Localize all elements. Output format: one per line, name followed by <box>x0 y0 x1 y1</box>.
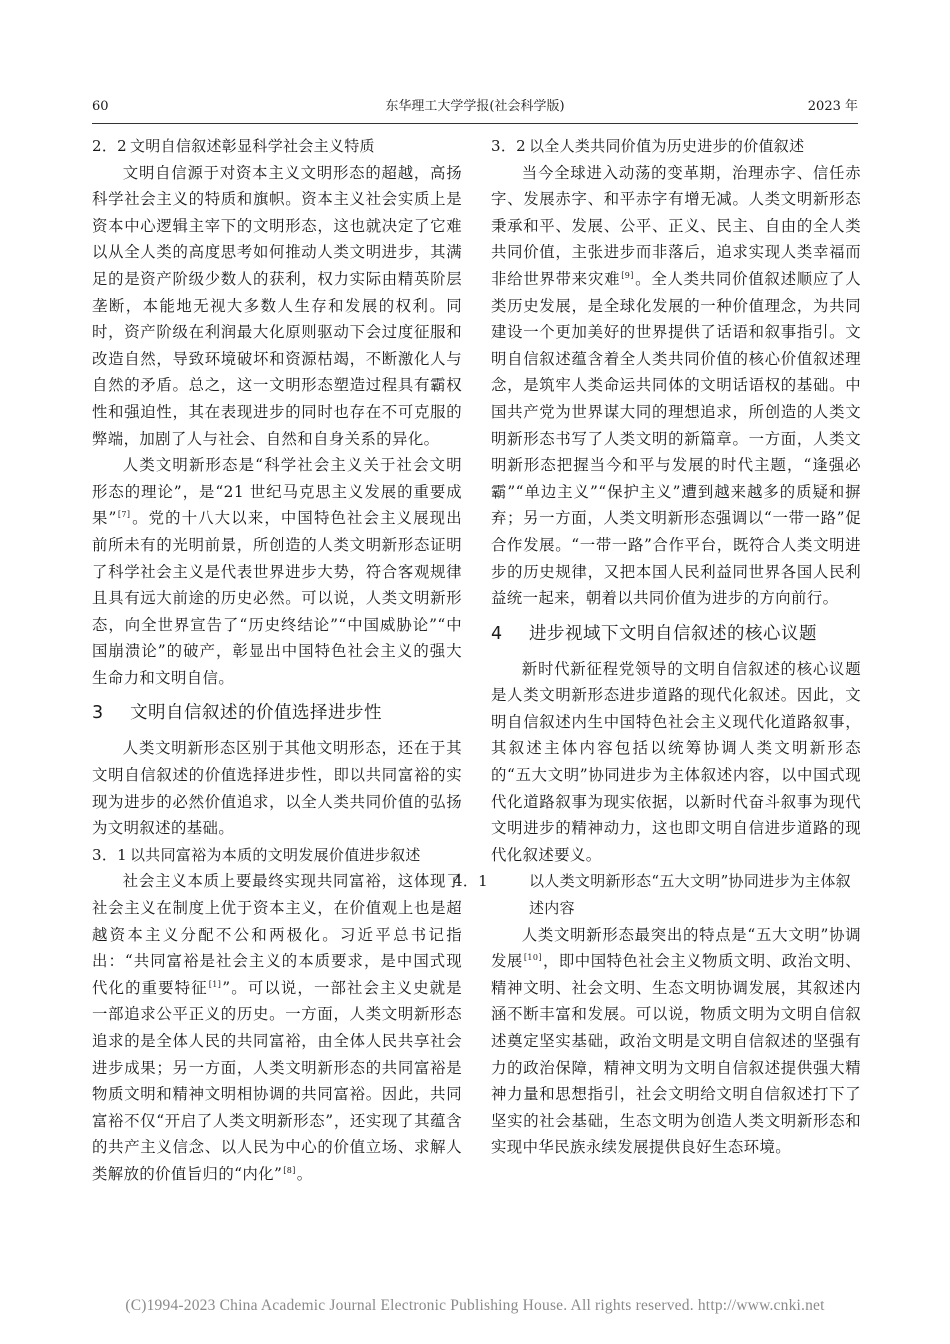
paragraph-text: 。 <box>296 1164 313 1183</box>
section-heading-3 <box>92 701 462 725</box>
section-number: 3．1 <box>92 845 127 864</box>
header-rule <box>92 123 858 124</box>
section-number: 3 <box>92 703 104 724</box>
journal-title: 东华理工大学学报(社会科学版) <box>385 99 565 114</box>
section-number: 2．2 <box>92 137 127 155</box>
section-heading-3-1 <box>92 842 462 869</box>
section-number: 4．1 <box>453 872 488 891</box>
paragraph-text: 人类文明新形态最突出的特点是“五大文明”协调发展 <box>491 925 861 971</box>
paragraph <box>92 452 462 691</box>
paragraph <box>491 922 861 1161</box>
section-title: 以人类文明新形态“五大文明”协同进步为主体叙述内容 <box>529 872 851 918</box>
section-heading-3-2 <box>491 133 861 160</box>
paragraph: 新时代新征程党领导的文明自信叙述的核心议题是人类文明新形态进步道路的现代化叙述。因此，文明自信叙述内生中国特色社会主义现代化道路叙事，其叙述主体内容包括以统筹协调人类文明新形态的“五大文明”协同进步为主体叙述内容，以中国式现代化道路叙事为现实依据，以新时代奋斗叙事为现代文明进步的精神动力，这也即文明自信进步道路的现代化叙述要义。 <box>491 659 861 864</box>
section-title: 以共同富裕为本质的文明发展价值进步叙述 <box>130 845 421 864</box>
citation-ref: [7] <box>117 510 131 520</box>
paragraph-text: ，即中国特色社会主义物质文明、政治文明、精神文明、社会文明、生态文明协调发展，其叙述内涵不断丰富和发展。可以说，物质文明为文明自信叙述奠定坚实基础，政治文明是文明自信叙述的坚强有力的政治保障，精神文明为文明自信叙述提供强大精神力量和思想指引，社会文明给文明自信叙述打下了坚实的社会基础，生态文明为创造人类文明新形态和实现中华民族永续发展提供良好生态环境。 <box>491 952 861 1157</box>
section-title: 文明自信叙述的价值选择进步性 <box>130 703 382 724</box>
paragraph: 文明自信源于对资本主义文明形态的超越，高扬科学社会主义的特质和旗帜。资本主义社会实质上是资本中心逻辑主宰下的文明形态，这也就决定了它难以从全人类的高度思考如何推动人类文明进步，其满足的是资产阶级少数人的获利，权力实际由精英阶层垄断，本能地无视大多数人生存和发展的权利。同时，资产阶级在利润最大化原则驱动下会过度征服和改造自然，导致环境破坏和资源枯竭，不断激化人与自然的矛盾。总之，这一文明形态塑造过程具有霸权性和强迫性，其在表现进步的同时也存在不可克服的弊端，加剧了人与社会、自然和自身关系的异化。 <box>92 163 462 448</box>
section-title: 进步视域下文明自信叙述的核心议题 <box>529 623 817 644</box>
left-column <box>92 133 462 1188</box>
citation-ref: [8] <box>283 1165 296 1175</box>
citation-ref: [1] <box>208 979 222 989</box>
section-heading-4 <box>491 622 861 646</box>
paragraph: 人类文明新形态区别于其他文明形态，还在于其文明自信叙述的价值选择进步性，即以共同富裕的实现为进步的必然价值追求，以全人类共同价值的弘扬为文明叙述的基础。 <box>92 739 462 838</box>
paragraph-text: 当今全球进入动荡的变革期，治理赤字、信任赤字、发展赤字、和平赤字有增无减。人类文明新形态秉承和平、发展、公平、正义、民主、自由的全人类共同价值，主张进步而非落后，追求实现人类幸福而非给世界带来灾难 <box>491 163 861 288</box>
right-column <box>453 133 862 1161</box>
section-title: 以全人类共同价值为历史进步的价值叙述 <box>529 137 805 155</box>
paragraph-text: 。党的十八大以来，中国特色社会主义展现出前所未有的光明前景，所创造的人类文明新形态证明了科学社会主义是代表世界进步大势，符合客观规律且具有远大前途的历史必然。可以说，人类文明新形态，向全世界宣告了“历史终结论”“中国威胁论”“中国崩溃论”的破产，彰显出中国特色社会主义的强大生命力和文明自信。 <box>92 509 462 687</box>
section-heading-2-2 <box>92 133 462 160</box>
citation-ref: [9] <box>621 270 634 280</box>
copyright-footer: (C)1994-2023 China Academic Journal Electronic Publishing House. All rights reserved. http://www.cnki.net <box>125 1297 825 1314</box>
paragraph-text: 。全人类共同价值叙述顺应了人类历史发展，是全球化发展的一种价值理念，为共同建设一个更加美好的世界提供了话语和叙事指引。文明自信叙述蕴含着全人类共同价值的核心价值叙述理念，是筑牢人类命运共同体的文明话语权的基础。中国共产党为世界谋大同的理想追求，所创造的人类文明新形态书写了人类文明的新篇章。一方面，人类文明新形态把握当今和平与发展的时代主题，“逢强必霸”“单边主义”“保护主义”遭到越来越多的质疑和摒弃；另一方面，人类文明新形态强调以“一带一路”促合作发展。“一带一路”合作平台，既符合人类文明进步的历史规律，又把本国人民利益同世界各国人民利益统一起来，朝着以共同价值为进步的方向前行。 <box>491 269 862 608</box>
publication-year: 2023 年 <box>807 99 858 114</box>
paragraph-text: 社会主义本质上要最终实现共同富裕，这体现了社会主义在制度上优于资本主义，在价值观上也是超越资本主义分配不公和两极化。习近平总书记指出：“共同富裕是社会主义的本质要求，是中国式现代化的重要特征 <box>92 872 462 997</box>
section-title: 文明自信叙述彰显科学社会主义特质 <box>130 137 375 155</box>
paragraph <box>92 868 462 1187</box>
paragraph-text: 人类文明新形态是“科学社会主义关于社会文明形态的理论”，是“21 世纪马克思主义发展的重要成果” <box>92 456 462 528</box>
section-number: 4 <box>491 623 503 644</box>
page-number: 60 <box>92 99 109 114</box>
section-heading-4-1 <box>453 868 861 921</box>
page-header <box>92 96 858 118</box>
section-number: 3．2 <box>491 137 526 155</box>
paragraph <box>491 160 861 612</box>
citation-ref: [10] <box>523 953 542 963</box>
paragraph-text: ”。可以说，一部社会主义史就是一部追求公平正义的历史。一方面，人类文明新形态追求的是全体人民的共同富裕，由全体人民共享社会进步成果；另一方面，人类文明新形态的共同富裕是物质文明和精神文明相协调的共同富裕。因此，共同富裕不仅“开启了人类文明新形态”，还实现了其蕴含的共产主义信念、以人民为中心的价值立场、求解人类解放的价值旨归的“内化” <box>92 978 462 1183</box>
